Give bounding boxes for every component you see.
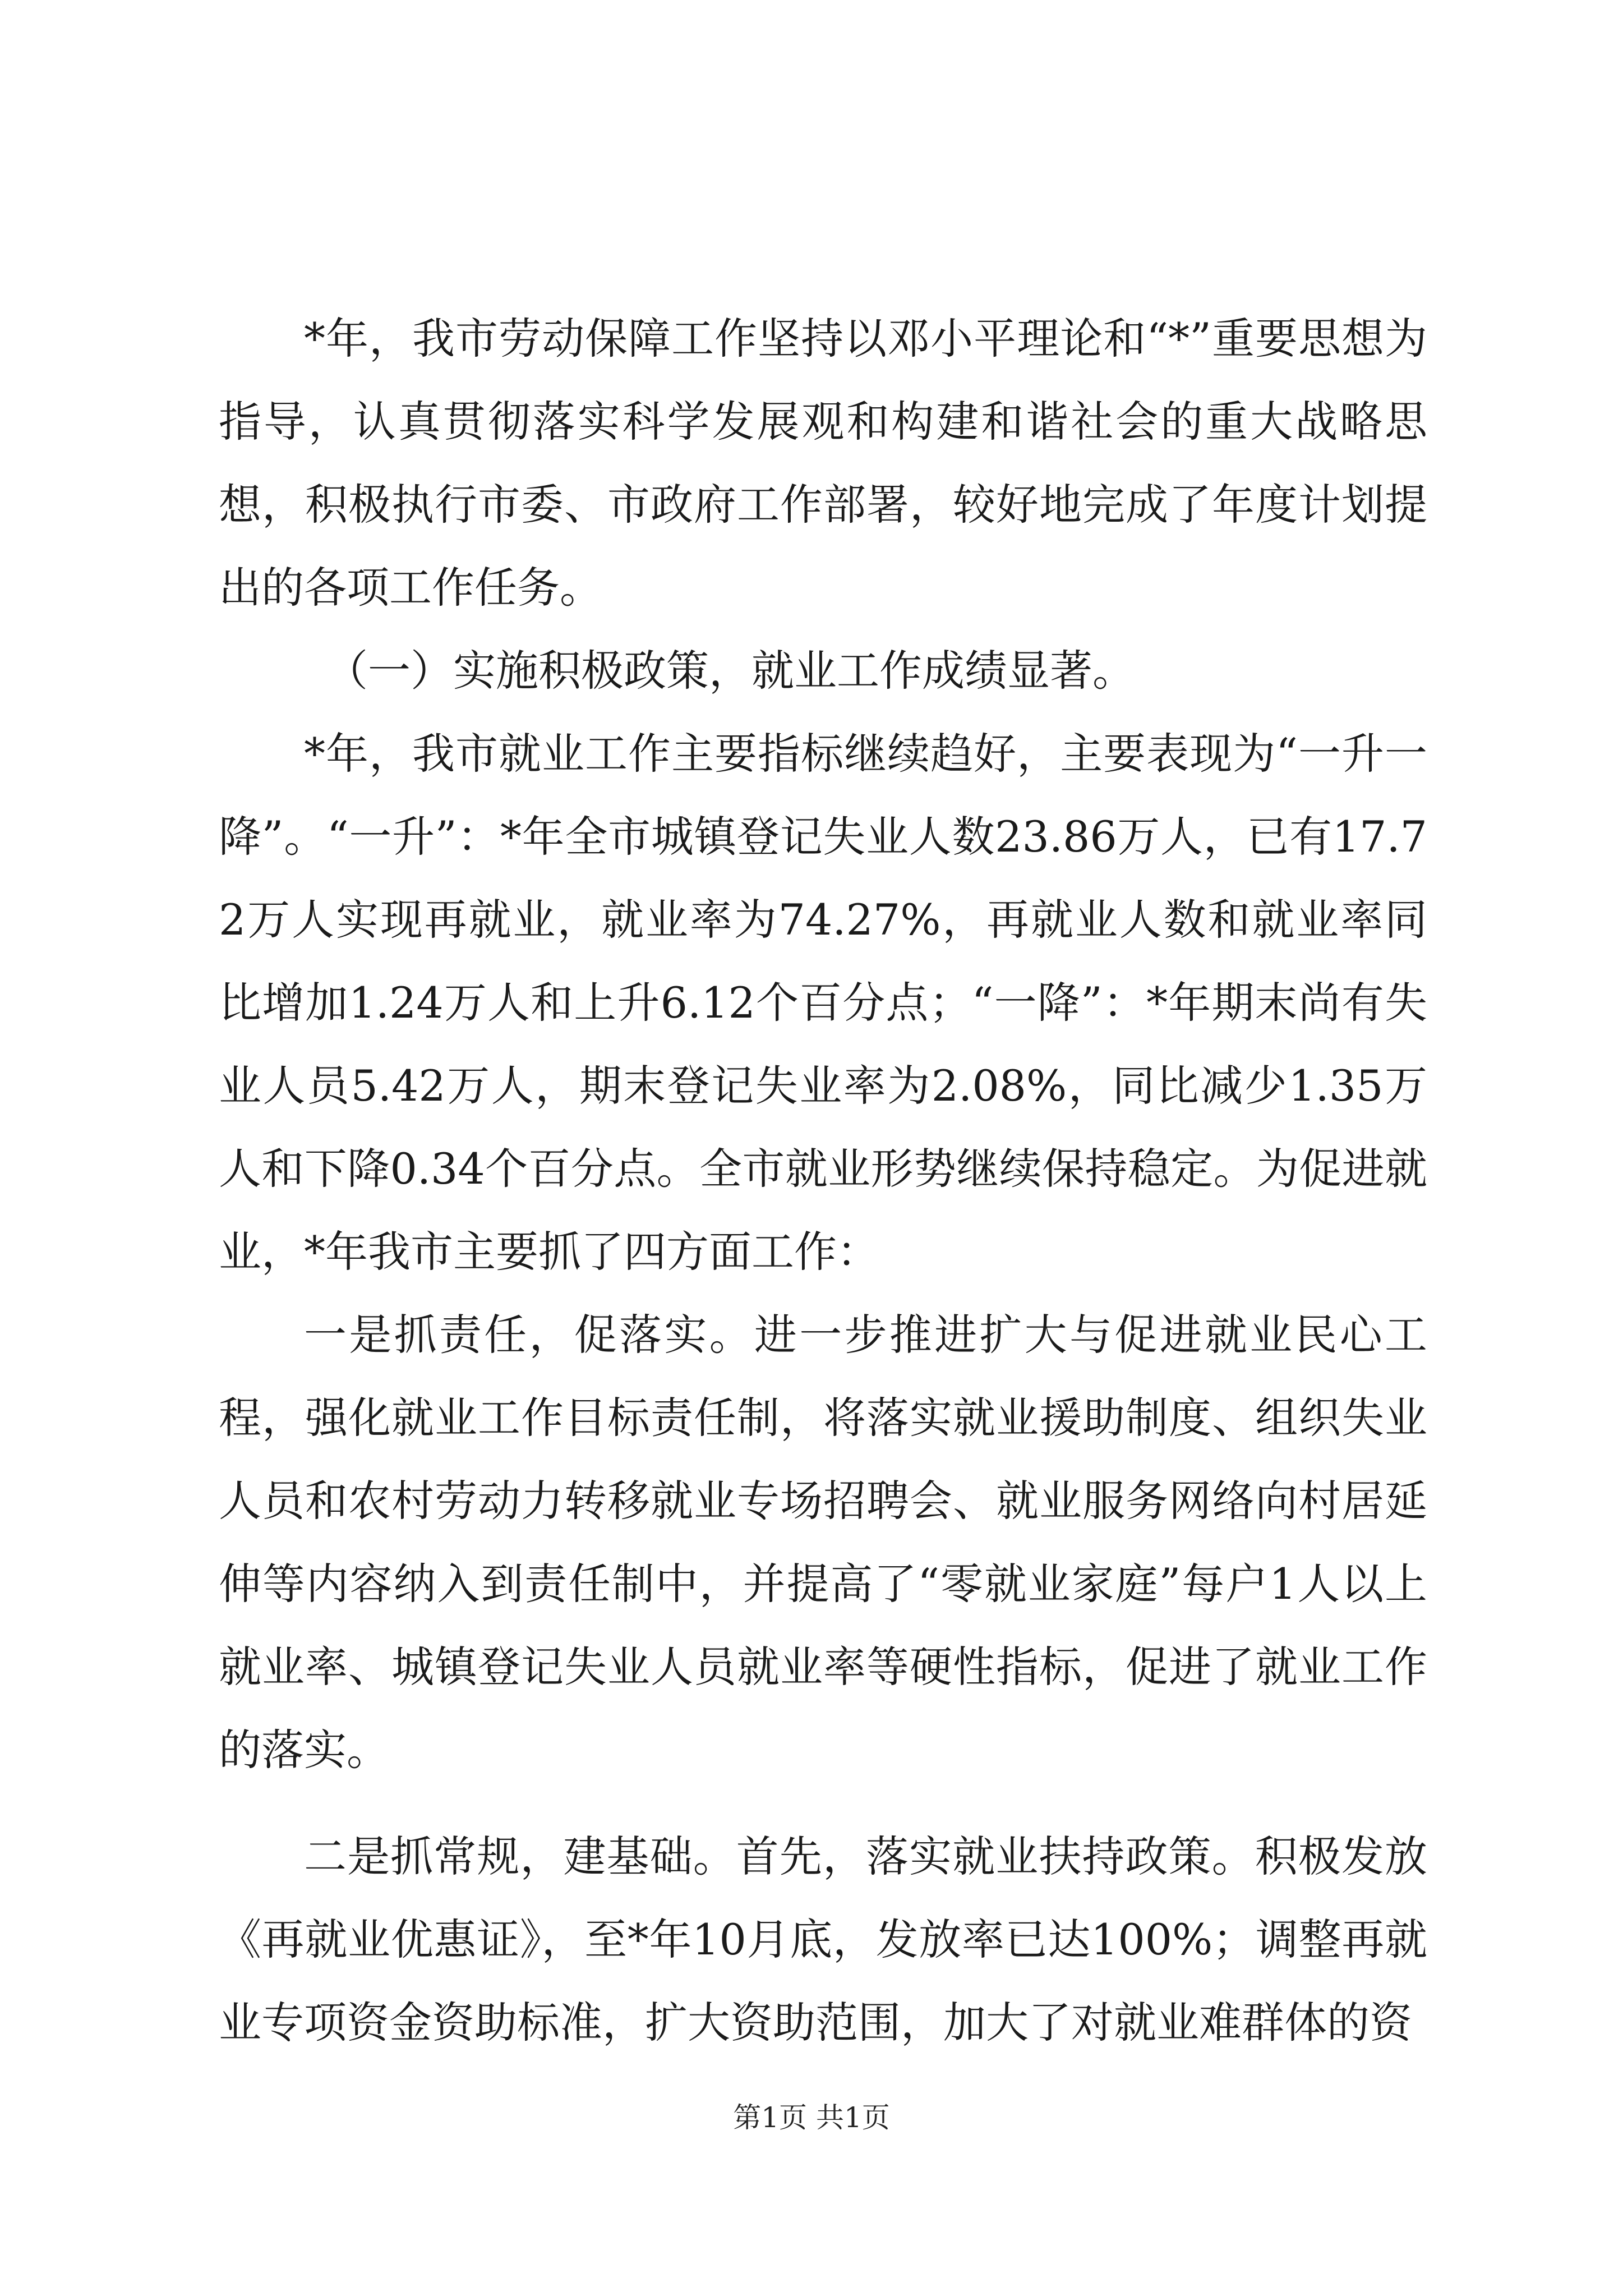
paragraph-employment-summary: *年，我市就业工作主要指标继续趋好，主要表现为“一升一降”。“一升”：*年全市城镇登记失业人数23.86万人，已有17.72万人实现再就业，就业率为74.27%，再就业人数和就业率同比增加1.24万人和上升6.12个百分点；“一降”：*年期末尚有失业人员5.42万人，期末登记失业率为2.08%，同比减少1.35万人和下降0.34个百分点。全市就业形势继续保持稳定。为促进就业，*年我市主要抓了四方面工作： [219,729,1427,1277]
page-footer: 第1页 共1页 [733,2101,890,2134]
document-body [219,297,1427,2064]
paragraph-intro: *年，我市劳动保障工作坚持以邓小平理论和“*”重要思想为指导，认真贯彻落实科学发展观和构建和谐社会的重大战略思想，积极执行市委、市政府工作部署，较好地完成了年度计划提出的各项工作任务。 [219,314,1427,613]
paragraph-responsibility: 一是抓责任，促落实。进一步推进扩大与促进就业民心工程，强化就业工作目标责任制，将落实就业援助制度、组织失业人员和农村劳动力转移就业专场招聘会、就业服务网络向村居延伸等内容纳入到责任制中，并提高了“零就业家庭”每户1人以上就业率、城镇登记失业人员就业率等硬性指标，促进了就业工作的落实。 [219,1310,1427,1775]
section-heading: （一）实施积极政策，就业工作成绩显著。 [325,646,1135,696]
paragraph-routine-basis: 二是抓常规，建基础。首先，落实就业扶持政策。积极发放《再就业优惠证》，至*年10月底，发放率已达100%；调整再就业专项资金资助标准，扩大资助范围，加大了对就业难群体的资 [219,1832,1427,2047]
